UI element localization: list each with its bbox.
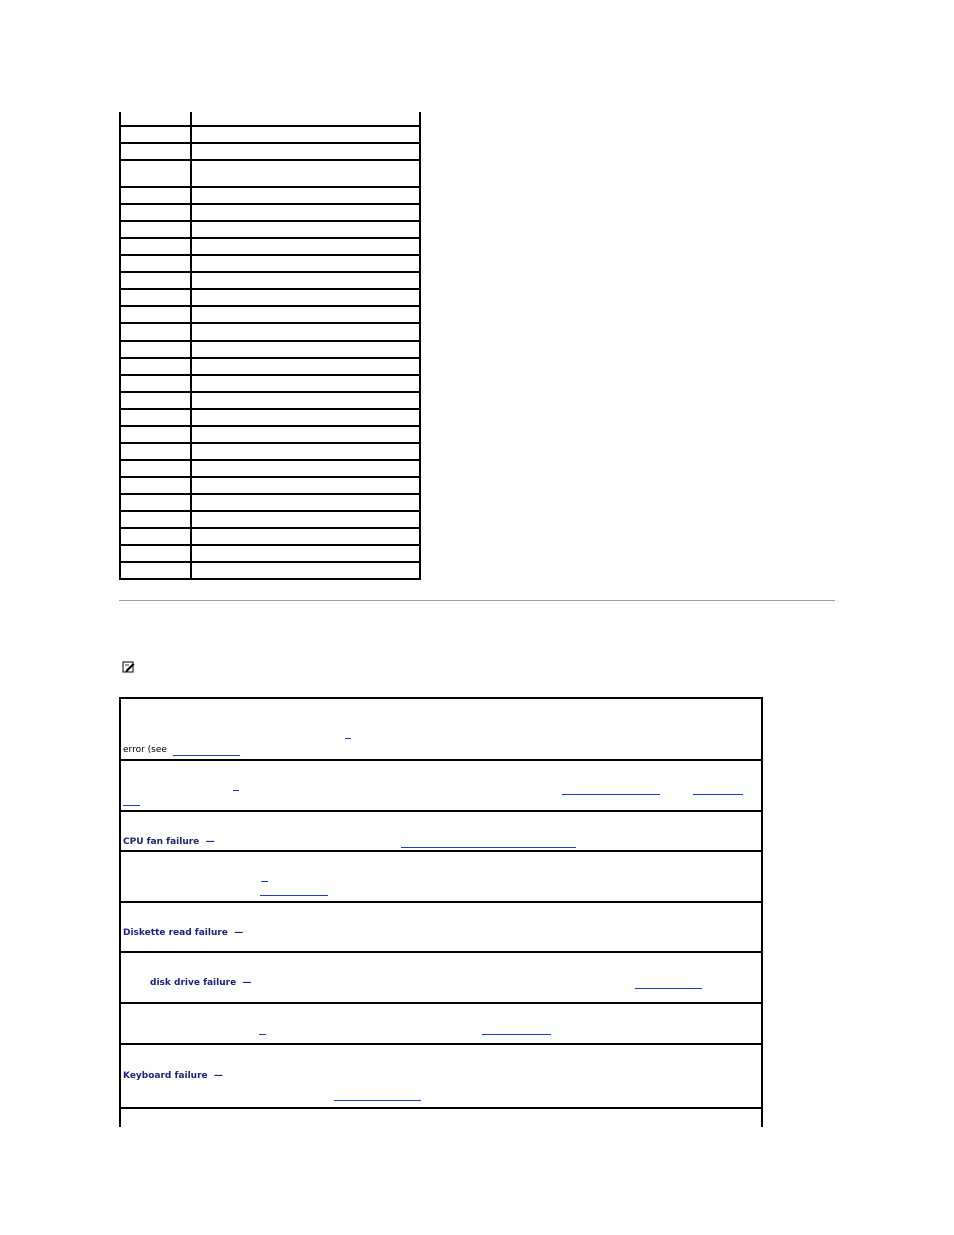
reference-link[interactable]: [482, 1034, 551, 1035]
message-text: error (see: [123, 745, 167, 755]
table-row-line: [121, 391, 419, 393]
message-row: [121, 953, 761, 1004]
table-row-line: [121, 271, 419, 273]
table-row-line: [121, 237, 419, 239]
message-term: Keyboard failure —: [123, 1071, 223, 1081]
footnote-link[interactable]: [233, 790, 239, 791]
table-row-line: [121, 561, 419, 563]
table-row-line: [121, 408, 419, 410]
table-row-line: [121, 305, 419, 307]
table-row-line: [121, 322, 419, 324]
message-term: Diskette read failure —: [123, 928, 244, 938]
note-icon: [122, 659, 136, 673]
footnote-link[interactable]: [261, 881, 268, 882]
message-term: CPU fan failure —: [123, 837, 215, 847]
message-row: [121, 761, 761, 812]
reference-link[interactable]: [401, 847, 576, 848]
error-messages-table: [119, 697, 763, 1127]
table-row-line: [121, 476, 419, 478]
table-row-line: [121, 254, 419, 256]
table-row-line: [121, 493, 419, 495]
reference-link[interactable]: [334, 1100, 421, 1101]
reference-link[interactable]: [635, 988, 702, 989]
table-row-line: [121, 288, 419, 290]
reference-link[interactable]: [260, 895, 328, 896]
table-row-line: [121, 142, 419, 144]
table-row-line: [121, 159, 419, 161]
table-row-line: [121, 340, 419, 342]
message-row: [121, 1109, 761, 1149]
table-row-line: [121, 425, 419, 427]
message-row: [121, 852, 761, 903]
table-row-line: [121, 203, 419, 205]
reference-link[interactable]: [693, 794, 743, 795]
table-row-line: [121, 374, 419, 376]
message-term: disk drive failure —: [150, 978, 252, 988]
reference-link-continued[interactable]: [123, 805, 140, 806]
table-row-line: [121, 442, 419, 444]
message-row: [121, 1045, 761, 1109]
reference-link[interactable]: [173, 755, 240, 756]
column-divider: [190, 112, 192, 578]
reference-link[interactable]: [562, 794, 660, 795]
message-row: [121, 1004, 761, 1045]
table-row-line: [121, 125, 419, 127]
footnote-link[interactable]: [345, 738, 351, 739]
section-divider: [119, 600, 835, 601]
reference-table: [119, 112, 421, 580]
message-row: [121, 812, 761, 852]
footnote-link[interactable]: [259, 1034, 266, 1035]
table-row-line: [121, 510, 419, 512]
table-row-line: [121, 357, 419, 359]
message-row: [121, 903, 761, 953]
table-row-line: [121, 544, 419, 546]
table-row-line: [121, 186, 419, 188]
table-row-line: [121, 220, 419, 222]
table-row-line: [121, 527, 419, 529]
message-row: [121, 699, 761, 761]
table-row-line: [121, 459, 419, 461]
